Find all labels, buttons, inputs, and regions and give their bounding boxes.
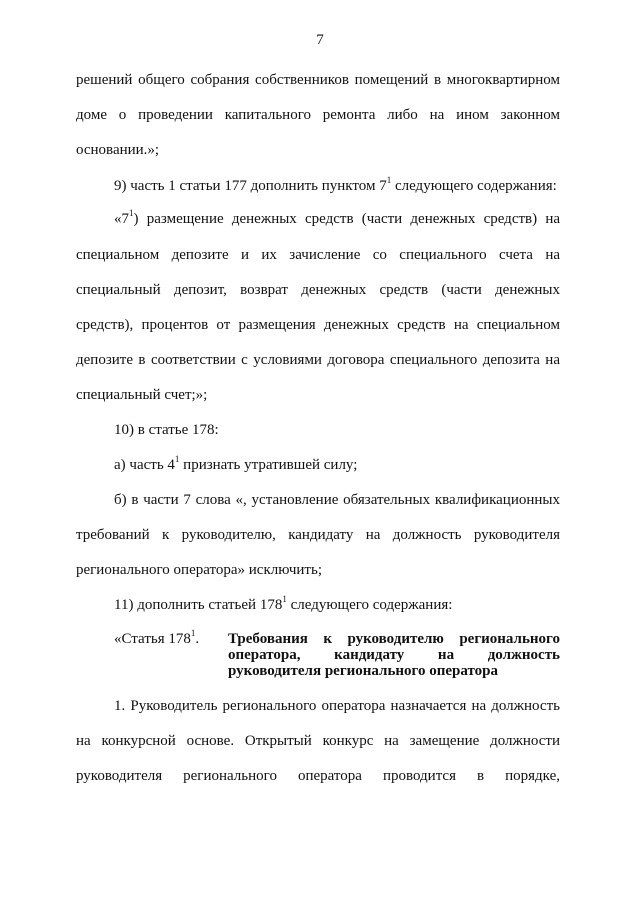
- text-line: на конкурсной основе. Открытый конкурс на замещение должности: [76, 733, 560, 749]
- text-line: основании.»;: [76, 142, 160, 158]
- article-label: «Статья $178^1$.: [114, 628, 200, 647]
- text-line: решений общего собрания собственников помещений в многоквартирном: [76, 72, 560, 88]
- text-line: средств), процентов от размещения денежных средств на специальном: [76, 317, 560, 333]
- article-title-line: Требования к руководителю регионального: [228, 631, 560, 647]
- text-line: а) часть $4^1$ признать утратившей силу;: [114, 454, 358, 473]
- article-title-line: оператора, кандидату на должность: [228, 647, 560, 663]
- text-line: регионального оператора» исключить;: [76, 562, 322, 578]
- text-line: требований к руководителю, кандидату на должность руководителя: [76, 527, 560, 543]
- text-line: специальном депозите и их зачисление со специального счета на: [76, 247, 560, 263]
- text-line: 9) часть 1 статьи 177 дополнить пунктом $7^1$ следующего содержания:: [114, 175, 557, 194]
- text-line: б) в части 7 слова «, установление обязательных квалификационных: [114, 492, 560, 508]
- text-line: 10) в статье 178:: [114, 422, 219, 438]
- text-line: специальный депозит, возврат денежных средств (части денежных: [76, 282, 560, 298]
- text-line: 1. Руководитель регионального оператора назначается на должность: [114, 698, 560, 714]
- text-line: доме о проведении капитального ремонта либо на ином законном: [76, 107, 560, 123]
- text-line: специальный счет;»;: [76, 387, 208, 403]
- text-line: депозите в соответствии с условиями договора специального депозита на: [76, 352, 560, 368]
- text-line: руководителя регионального оператора проводится в порядке,: [76, 768, 560, 784]
- text-line: «$7^1$) размещение денежных средств (части денежных средств) на: [114, 208, 560, 227]
- text-line: 11) дополнить статьей $178^1$ следующего содержания:: [114, 594, 453, 613]
- page-number: 7: [316, 32, 324, 48]
- article-title-line: руководителя регионального оператора: [228, 663, 498, 679]
